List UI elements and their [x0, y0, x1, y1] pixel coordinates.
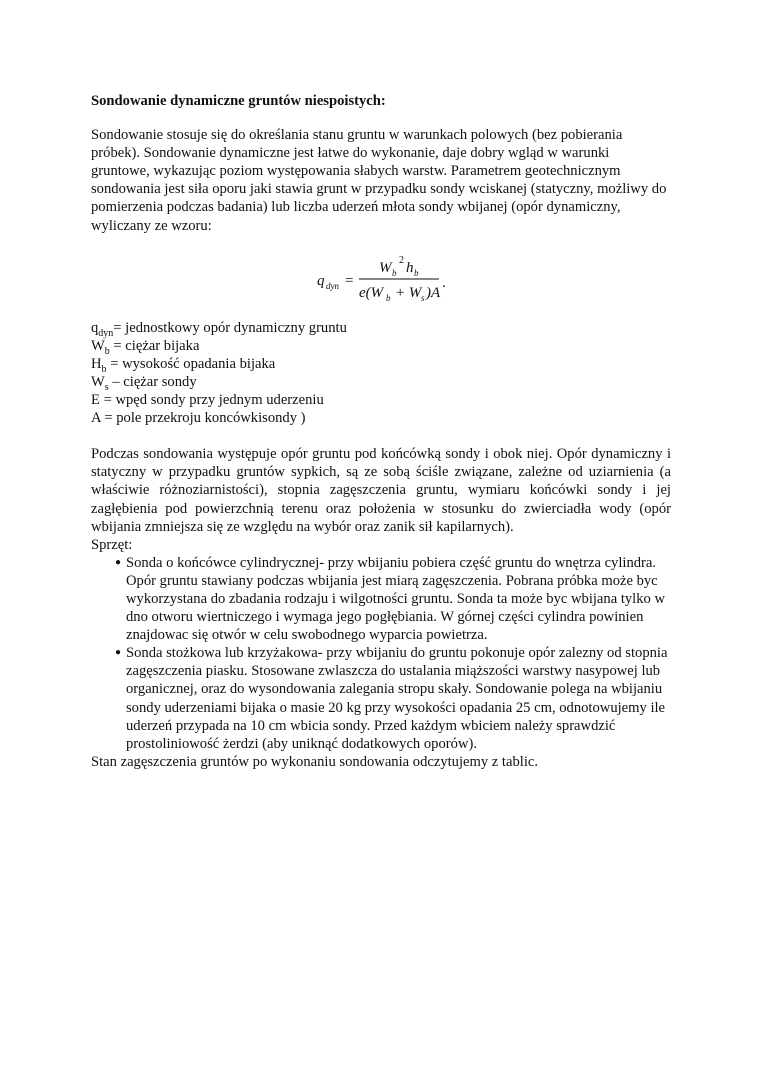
formula-num-w: W	[379, 259, 392, 276]
symbol-definitions	[91, 319, 671, 428]
definition-wb	[91, 337, 671, 355]
definition-subscript: s	[104, 381, 109, 393]
list-item	[91, 554, 671, 644]
formula-den-end: )A	[426, 284, 441, 301]
resistance-paragraph: Podczas sondowania występuje opór gruntu pod końcówką sondy i obok niej. Opór dynamiczny i statyczny w przypadku gruntów sypkich, są ze sobą ściśle związane, zależne od uziarnienia (a właściwie różnoziarnistości), stopnia zagęszczenia gruntu, wymiaru końcówki sondy i jej zagłębienia pod powierzchnią terenu oraz położenia w stosunku do zwierciadła wody (opór wbijania zmniejsza się ze względu na wybór oraz zanik sił kapilarnych).	[91, 446, 671, 535]
definition-hb	[91, 355, 671, 373]
formula-den-e: e(W	[359, 284, 384, 301]
list-item-text: Sonda stożkowa lub krzyżakowa- przy wbijaniu do gruntu pokonuje opór zalezny od stopnia zagęszczenia piasku. Stosowane zwlaszcza do ustalania miąższości warstwy nasypowej lub organicznej, oraz do wysondowania zalegania stropu skały. Sondowanie polega na wbijaniu sondy uderzeniami bijaka o masie 20 kg przy wysokości opadania 25 cm, odnotowujemy ile uderzeń przypada na 10 cm wbicia sondy. Przed każdym wbiciem należy sprawdzić prostoliniowość żerdzi (aby uniknąć dodatkowych oporów).	[126, 645, 668, 752]
definition-e	[91, 391, 671, 409]
definition-qdyn	[91, 319, 671, 337]
formula-num-h-sub: b	[414, 267, 419, 278]
list-item-text: Sonda o końcówce cylindrycznej- przy wbijaniu pobiera część gruntu do wnętrza cylindra. Opór gruntu stawiany podczas wbijania jest miarą zagęszczenia. Pobrana próbka może byc wykorzystana do zbadania rodzaju i wilgotności gruntu. Sonda ta może byc wbijana tylko w dno otworu wiertniczego i wymaga jego pogłębiania. W górnej części cylindra powinien znajdowac się otwór w celu swobodnego wyparcia powietrza.	[126, 554, 666, 644]
definition-text: = jednostkowy opór dynamiczny gruntu	[113, 319, 347, 336]
bullet-icon: ●	[115, 647, 122, 659]
formula-period: .	[442, 274, 446, 291]
bullet-icon: ●	[115, 556, 122, 568]
definition-text: = pole przekroju koncówkisondy )	[100, 410, 306, 427]
formula-graphic	[309, 249, 549, 309]
definition-symbol: q	[91, 319, 99, 336]
formula-num-exp: 2	[399, 254, 404, 266]
definition-subscript: dyn	[98, 327, 114, 339]
document-page	[91, 92, 671, 771]
definition-symbol: W	[91, 373, 105, 390]
definition-symbol: E	[91, 392, 100, 409]
equipment-list	[91, 554, 671, 753]
definition-subscript: b	[101, 363, 107, 375]
definition-symbol: H	[91, 355, 102, 372]
intro-paragraph: Sondowanie stosuje się do określania stanu gruntu w warunkach polowych (bez pobierania próbek). Sondowanie dynamiczne jest łatwe do wykonanie, daje dobry wgląd w warunki gruntowe, wykazując poziom występowania słabych warstw. Parametrem geotechnicznym sondowania jest siła oporu jaki stawia grunt w przypadku sondy wciskanej (statyczny, możliwy do pomierzenia podczas badania) lub liczba uderzeń młota sondy wbijanej (opór dynamiczny, wyliczany ze wzoru:	[91, 127, 667, 234]
closing-paragraph: Stan zagęszczenia gruntów po wykonaniu sondowania odczytujemy z tablic.	[91, 753, 538, 770]
definition-text: = ciężar bijaka	[109, 337, 200, 354]
formula-lhs: q	[317, 272, 325, 289]
formula-num-w-sub: b	[392, 267, 397, 278]
definition-ws	[91, 373, 671, 391]
definition-text: – ciężar sondy	[108, 373, 197, 390]
equipment-label: Sprzęt:	[91, 536, 133, 553]
list-item	[91, 644, 671, 753]
definition-text: = wysokość opadania bijaka	[106, 355, 276, 372]
paragraph-gap	[91, 427, 671, 445]
definition-a	[91, 409, 671, 427]
formula-equals: =	[345, 272, 354, 289]
dynamic-resistance-formula	[91, 235, 671, 319]
definition-symbol: W	[91, 337, 105, 354]
formula-lhs-sub: dyn	[326, 280, 339, 291]
definition-subscript: b	[104, 345, 110, 357]
formula-den-plus-sub: s	[421, 292, 425, 303]
formula-den-plus: + W	[395, 284, 422, 301]
document-title: Sondowanie dynamiczne gruntów niespoistych:	[91, 93, 386, 109]
formula-num-h: h	[406, 259, 414, 276]
formula-den-e-sub: b	[386, 292, 391, 303]
definition-symbol: A	[91, 410, 101, 427]
definition-text: = wpęd sondy przy jednym uderzeniu	[99, 392, 324, 409]
